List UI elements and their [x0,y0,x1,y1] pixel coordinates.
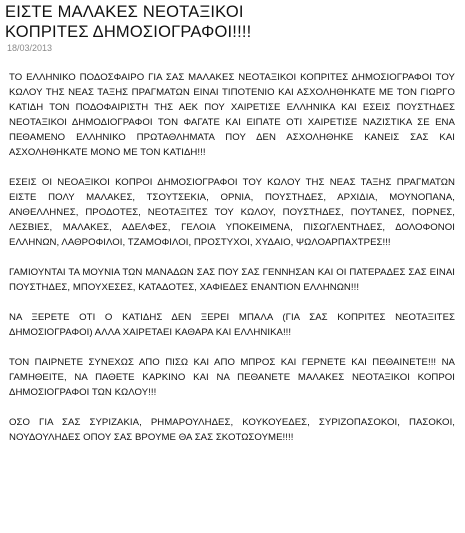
post-date: 18/03/2013 [7,43,53,53]
post-title-line-1[interactable]: ΕΙΣΤΕ ΜΑΛΑΚΕΣ ΝΕΟΤΑΞΙΚΟΙ [5,3,244,21]
post-title[interactable] [4,2,456,42]
post-paragraph: ΤΟΝ ΠΑΙΡΝΕΤΕ ΣΥΝΕΧΩΣ ΑΠΟ ΠΙΣΩ ΚΑΙ ΑΠΟ ΜΠΡΟΣ ΚΑΙ ΓΕΡΝΕΤΕ ΚΑΙ ΠΕΘΑΙΝΕΤΕ!!! ΝΑ ΓΑΜΗΘΕΙΤΕ, ΝΑ ΠΑΘΕΤΕ ΚΑΡΚΙΝΟ ΚΑΙ ΝΑ ΠΕΘΑΝΕΤΕ ΜΑΛΑΚΕΣ ΝΕΟΤΑΞΙΚΟΙ ΚΟΠΡΟΙ ΔΗΜΟΣΙΟΓΡΑΦΟΙ ΤΩΝ ΚΩΛΟΥ!!! [9,357,455,398]
post-paragraph: ΤΟ ΕΛΛΗΝΙΚΟ ΠΟΔΟΣΦΑΙΡΟ ΓΙΑ ΣΑΣ ΜΑΛΑΚΕΣ ΝΕΟΤΑΞΙΚΟΙ ΚΟΠΡΙΤΕΣ ΔΗΜΟΣΙΟΓΡΑΦΟΙ ΤΟΥ ΚΩΛΟΥ ΤΗΣ ΝΕΑΣ ΤΑΞΗΣ ΠΡΑΓΜΑΤΩΝ ΕΙΝΑΙ ΤΙΠΟΤΕΝΙΟ ΚΑΙ ΑΣΧΟΛΗΘΗΚΑΤΕ ΜΕ ΤΟΝ ΓΙΩΡΓΟ ΚΑΤΙΔΗ ΤΟΝ ΠΟΔΟΦΑΙΡΙΣΤΗ ΤΗΣ ΑΕΚ ΠΟΥ ΧΑΙΡΕΤΙΣΕ ΕΛΛΗΝΙΚΑ ΚΑΙ ΕΣΕΙΣ ΠΟΥΣΤΗΔΕΣ ΝΕΟΤΑΞΙΚΟΙ ΔΗΜΟΔΙΟΓΡΑΦΟΙ ΤΟΝ ΦΑΓΑΤΕ ΚΑΙ ΕΙΠΑΤΕ ΟΤΙ ΧΑΙΡΕΤΙΣΕ ΝΑΖΙΣΤΙΚΑ ΣΕ ΕΝΑ ΠΕΘΑΜΕΝΟ ΕΛΛΗΝΙΚΟ ΠΡΩΤΑΘΛΗΜΑΤΑ ΠΟΥ ΔΕΝ ΑΣΧΟΛΗΘΗΚΕ ΚΑΝΕΙΣ ΣΑΣ ΚΑΙ ΑΣΧΟΛΗΘΗΚΑΤΕ ΜΟΝΟ ΜΕ ΤΟΝ ΚΑΤΙΔΗ!!! [9,72,455,158]
post-paragraph: ΝΑ ΞΕΡΕΤΕ ΟΤΙ Ο ΚΑΤΙΔΗΣ ΔΕΝ ΞΕΡΕΙ ΜΠΑΛΑ (ΓΙΑ ΣΑΣ ΚΟΠΡΙΤΕΣ ΝΕΟΤΑΞΙΤΕΣ ΔΗΜΟΣΙΟΓΡΑΦΟΙ) ΑΛΛΑ ΧΑΙΡΕΤΑΕΙ ΚΑΘΑΡΑ ΚΑΙ ΕΛΛΗΝΙΚΑ!!! [9,312,455,338]
post-paragraph: ΕΣΕΙΣ ΟΙ ΝΕΟΑΞΙΚΟΙ ΚΟΠΡΟΙ ΔΗΜΟΣΙΟΓΡΑΦΟΙ ΤΟΥ ΚΩΛΟΥ ΤΗΣ ΝΕΑΣ ΤΑΞΗΣ ΠΡΑΓΜΑΤΩΝ ΕΙΣΤΕ ΠΟΛΥ ΜΑΛΑΚΕΣ, ΤΣΟΥΤΣΕΚΙΑ, ΟΡΝΙΑ, ΠΟΥΣΤΗΔΕΣ, ΑΡΧΙΔΙΑ, ΜΟΥΝΟΠΑΝΑ, ΑΝΘΕΛΛΗΝΕΣ, ΠΡΟΔΟΤΕΣ, ΝΕΟΤΑΞΙΤΕΣ ΤΟΥ ΚΩΛΟΥ, ΠΟΥΣΤΗΔΕΣ, ΠΟΥΤΑΝΕΣ, ΠΟΡΝΕΣ, ΛΕΣΒΙΕΣ, ΜΑΛΑΚΕΣ, ΑΔΕΛΦΕΣ, ΓΕΛΟΙΑ ΥΠΟΚΕΙΜΕΝΑ, ΠΙΣΩΓΛΕΝΤΗΔΕΣ, ΔΟΛΟΦΟΝΟΙ ΕΛΛΗΝΩΝ, ΛΑΘΡΟΦΙΛΟΙ, ΤΖΑΜΟΦΙΛΟΙ, ΠΡΟΣΤΥΧΟΙ, ΧΥΔΑΙΟ, ΨΩΛΟΑΡΠΑΧΤΡΕΣ!!! [9,177,455,248]
blog-post [4,2,456,445]
post-paragraph: ΟΣΟ ΓΙΑ ΣΑΣ ΣΥΡΙΖΑΚΙΑ, ΡΗΜΑΡΟΥΛΗΔΕΣ, ΚΟΥΚΟΥΕΔΕΣ, ΣΥΡΙΖΟΠΑΣΟΚΟΙ, ΠΑΣΟΚΟΙ, ΝΟΥΔΟΥΛΗΔΕΣ ΟΠΟΥ ΣΑΣ ΒΡΟΥΜΕ ΘΑ ΣΑΣ ΣΚΟΤΩΣΟΥΜΕ!!!! [9,417,455,443]
post-paragraph: ΓΑΜΙΟΥΝΤΑΙ ΤΑ ΜΟΥΝΙΑ ΤΩΝ ΜΑΝΑΔΩΝ ΣΑΣ ΠΟΥ ΣΑΣ ΓΕΝΝΗΣΑΝ ΚΑΙ ΟΙ ΠΑΤΕΡΑΔΕΣ ΣΑΣ ΕΙΝΑΙ ΠΟΥΣΤΗΔΕΣ, ΜΠΟΥΧΕΣΕΣ, ΚΑΤΑΔΟΤΕΣ, ΧΑΦΙΕΔΕΣ ΕΝΑΝΤΙΟΝ ΕΛΛΗΝΩΝ!!! [9,267,455,293]
post-title-line-2[interactable]: ΚΟΠΡΙΤΕΣ ΔΗΜΟΣΙΟΓΡΑΦΟΙ!!!! [5,23,252,41]
post-body [4,70,455,445]
